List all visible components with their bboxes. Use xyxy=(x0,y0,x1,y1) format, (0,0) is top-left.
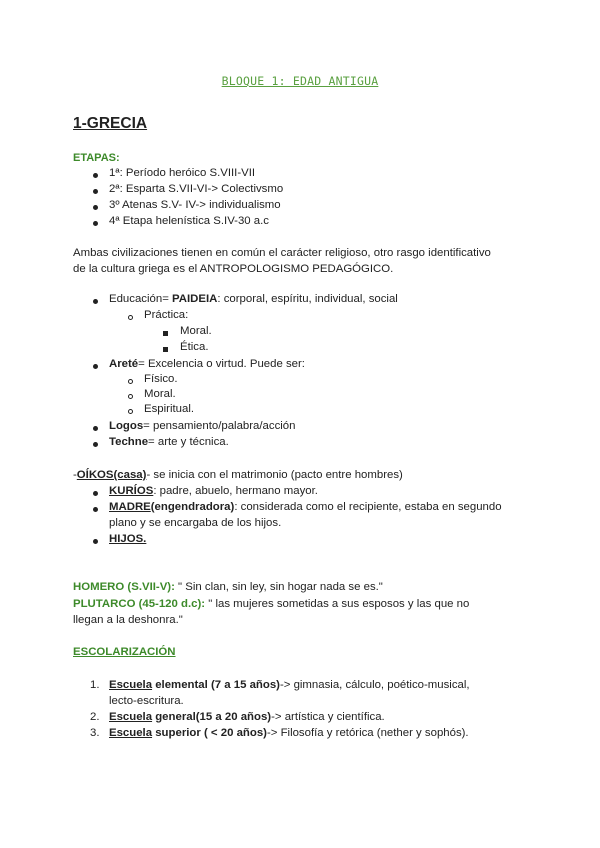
circle-bullet-icon xyxy=(128,409,133,414)
list-item: Moral. xyxy=(180,325,212,337)
list-number: 2. xyxy=(90,711,100,723)
circle-bullet-icon xyxy=(128,315,133,320)
bullet-icon xyxy=(93,364,98,369)
list-item: Escuela superior ( < 20 años)-> Filosofía y retórica (nether y sophós). xyxy=(109,727,469,739)
list-item: 1ª: Período heróico S.VIII-VII xyxy=(109,167,256,179)
list-number: 3. xyxy=(90,727,100,739)
quote-plutarco: PLUTARCO (45-120 d.c): " las mujeres sometidas a sus esposos y las que no xyxy=(73,598,470,610)
bullet-icon xyxy=(93,539,98,544)
paragraph-line: de la cultura griega es el ANTROPOLOGISMO PEDAGÓGICO. xyxy=(73,263,394,275)
etapas-label: ETAPAS: xyxy=(73,152,120,164)
bullet-icon xyxy=(93,221,98,226)
oikos-line: -OÍKOS(casa)- se inicia con el matrimonio (pacto entre hombres) xyxy=(73,469,403,481)
list-item: 3º Atenas S.V- IV-> individualismo xyxy=(109,199,281,211)
paragraph-line: Ambas civilizaciones tienen en común el carácter religioso, otro rasgo identificativo xyxy=(73,247,491,259)
bullet-icon xyxy=(93,426,98,431)
list-item: MADRE(engendradora): considerada como el recipiente, estaba en segundo xyxy=(109,501,502,513)
escolarizacion-heading: ESCOLARIZACIÓN xyxy=(73,646,176,658)
square-bullet-icon xyxy=(163,331,168,336)
list-item: Espiritual. xyxy=(144,403,195,415)
square-bullet-icon xyxy=(163,347,168,352)
list-item: Práctica: xyxy=(144,309,189,321)
list-item: Areté= Excelencia o virtud. Puede ser: xyxy=(109,358,305,370)
list-item: Físico. xyxy=(144,373,178,385)
list-item: HIJOS. xyxy=(109,533,147,545)
list-item-continuation: plano y se encargaba de los hijos. xyxy=(109,517,282,529)
list-item: Ética. xyxy=(180,341,209,353)
list-item: Techne= arte y técnica. xyxy=(109,436,229,448)
quote-homero: HOMERO (S.VII-V): " Sin clan, sin ley, sin hogar nada se es." xyxy=(73,581,383,593)
circle-bullet-icon xyxy=(128,394,133,399)
bullet-icon xyxy=(93,173,98,178)
list-item: Moral. xyxy=(144,388,176,400)
bullet-icon xyxy=(93,507,98,512)
list-number: 1. xyxy=(90,679,100,691)
list-item: Educación= PAIDEIA: corporal, espíritu, individual, social xyxy=(109,293,398,305)
bullet-icon xyxy=(93,299,98,304)
bullet-icon xyxy=(93,189,98,194)
bullet-icon xyxy=(93,205,98,210)
quote-continuation: llegan a la deshonra." xyxy=(73,614,183,626)
list-item-continuation: lecto-escritura. xyxy=(109,695,184,707)
list-item: Escuela elemental (7 a 15 años)-> gimnasia, cálculo, poético-musical, xyxy=(109,679,470,691)
bullet-icon xyxy=(93,442,98,447)
list-item: Escuela general(15 a 20 años)-> artística y científica. xyxy=(109,711,385,723)
circle-bullet-icon xyxy=(128,379,133,384)
list-item: 4ª Etapa helenística S.IV-30 a.c xyxy=(109,215,269,227)
document-title: BLOQUE 1: EDAD ANTIGUA xyxy=(221,74,379,88)
list-item: Logos= pensamiento/palabra/acción xyxy=(109,420,296,432)
list-item: KURÍOS: padre, abuelo, hermano mayor. xyxy=(109,485,318,497)
section-heading: 1-GRECIA xyxy=(73,115,148,132)
bullet-icon xyxy=(93,491,98,496)
list-item: 2ª: Esparta S.VII-VI-> Colectivsmo xyxy=(109,183,284,195)
